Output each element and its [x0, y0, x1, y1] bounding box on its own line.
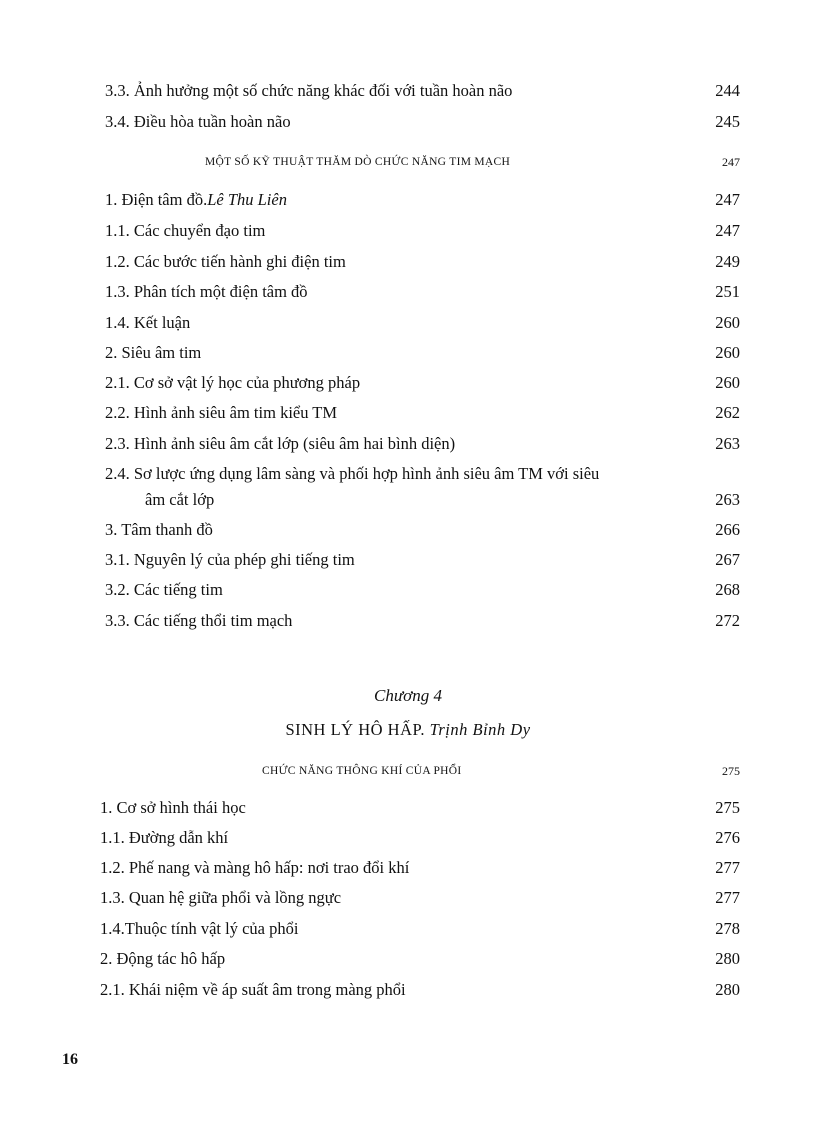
chapter-author: Trịnh Bỉnh Dy [429, 720, 531, 739]
toc-entry-title: 2. Động tác hô hấp [100, 949, 226, 968]
chapter-label: Chương 4 [374, 686, 442, 705]
toc-entry-page: 280 [715, 980, 740, 999]
toc-entry-page: 276 [715, 828, 740, 847]
toc-entry [0, 916, 816, 942]
toc-entry-prefix: 1. Điện tâm đồ. [105, 190, 208, 209]
toc-entry-page: 263 [715, 490, 740, 509]
toc-entry-title: 2.3. Hình ảnh siêu âm cắt lớp (siêu âm hai bình diện) [105, 434, 456, 453]
toc-entry-title: 1.1. Các chuyển đạo tim [105, 221, 266, 240]
toc-entry [0, 825, 816, 851]
toc-entry-title: 2. Siêu âm tim [105, 343, 202, 362]
section-heading-page: 247 [722, 155, 740, 169]
toc-entry-page: 277 [715, 858, 740, 877]
toc-entry [0, 310, 816, 336]
toc-entry-title: 1.4.Thuộc tính vật lý của phổi [100, 919, 299, 938]
toc-entry-title: 3.1. Nguyên lý của phép ghi tiếng tim [105, 550, 355, 569]
section-heading-title: CHỨC NĂNG THÔNG KHÍ CỦA PHỔI [262, 765, 462, 777]
toc-entry-title-line2: âm cắt lớp [145, 490, 215, 509]
toc-entry-title: 1.1. Đường dẫn khí [100, 828, 229, 847]
toc-entry [0, 78, 816, 104]
toc-entry [0, 855, 816, 881]
toc-entry-page: 263 [715, 434, 740, 453]
toc-entry-page: 260 [715, 373, 740, 392]
toc-entry [0, 577, 816, 603]
toc-entry-title: 1.2. Phế nang và màng hô hấp: nơi trao đổi khí [100, 858, 410, 877]
toc-entry-title: 3.2. Các tiếng tim [105, 580, 223, 599]
section-heading [0, 760, 816, 782]
toc-entry-title: 3.4. Điều hòa tuần hoàn não [105, 112, 291, 131]
toc-entry [0, 249, 816, 275]
toc-entry-title [105, 187, 287, 213]
chapter-title-text: SINH LÝ HÔ HẤP. [285, 720, 425, 739]
toc-entry [0, 946, 816, 972]
toc-entry-title: 3.3. Ảnh hưởng một số chức năng khác đối với tuần hoàn não [105, 81, 513, 100]
toc-entry [0, 400, 816, 426]
toc-entry-title: 1.3. Phân tích một điện tâm đồ [105, 282, 308, 301]
toc-entry-author: Lê Thu Liên [207, 190, 287, 209]
toc-entry-page: 266 [715, 520, 740, 539]
toc-entry [0, 340, 816, 366]
page-number: 16 [62, 1051, 78, 1068]
toc-entry [0, 370, 816, 396]
toc-entry [0, 461, 816, 487]
section-heading-title: MỘT SỐ KỸ THUẬT THĂM DÒ CHỨC NĂNG TIM MẠCH [205, 156, 511, 168]
chapter-title [0, 720, 816, 740]
toc-entry-title: 1.3. Quan hệ giữa phổi và lồng ngực [100, 888, 342, 907]
toc-entry [0, 218, 816, 244]
toc-entry-page: 262 [715, 403, 740, 422]
toc-entry-page: 275 [715, 798, 740, 817]
toc-entry-page: 247 [715, 221, 740, 240]
toc-entry-page: 278 [715, 919, 740, 938]
toc-entry-title: 3.3. Các tiếng thổi tim mạch [105, 611, 293, 630]
toc-entry-title: 2.1. Cơ sở vật lý học của phương pháp [105, 373, 361, 392]
toc-entry [0, 608, 816, 634]
toc-entry [0, 547, 816, 573]
toc-entry [0, 279, 816, 305]
toc-entry-page: 247 [715, 190, 740, 209]
toc-entry-page: 280 [715, 949, 740, 968]
toc-entry [0, 109, 816, 135]
section-heading-page: 275 [722, 764, 740, 778]
toc-entry [0, 431, 816, 457]
toc-entry-page: 260 [715, 343, 740, 362]
toc-entry-page: 244 [715, 81, 740, 100]
toc-entry-page: 245 [715, 112, 740, 131]
toc-entry-title: 2.1. Khái niệm về áp suất âm trong màng phổi [100, 980, 406, 999]
toc-entry-page: 268 [715, 580, 740, 599]
toc-entry [0, 517, 816, 543]
toc-entry-title: 1.2. Các bước tiến hành ghi điện tim [105, 252, 346, 271]
toc-entry [0, 977, 816, 1003]
toc-entry-title: 1. Cơ sở hình thái học [100, 798, 246, 817]
toc-entry [0, 885, 816, 911]
toc-entry-page: 277 [715, 888, 740, 907]
toc-entry-page: 251 [715, 282, 740, 301]
toc-entry-page: 249 [715, 252, 740, 271]
toc-entry [0, 187, 816, 213]
toc-entry-page: 260 [715, 313, 740, 332]
toc-entry-title: 3. Tâm thanh đồ [105, 520, 213, 539]
toc-entry-page: 267 [715, 550, 740, 569]
toc-entry [0, 487, 816, 513]
section-heading [0, 151, 816, 173]
toc-entry [0, 795, 816, 821]
toc-entry-title: 1.4. Kết luận [105, 313, 191, 332]
toc-entry-title: 2.2. Hình ảnh siêu âm tim kiểu TM [105, 403, 338, 422]
toc-entry-title-line1: 2.4. Sơ lược ứng dụng lâm sàng và phối hợp hình ảnh siêu âm TM với siêu [105, 464, 600, 483]
toc-entry-page: 272 [715, 611, 740, 630]
